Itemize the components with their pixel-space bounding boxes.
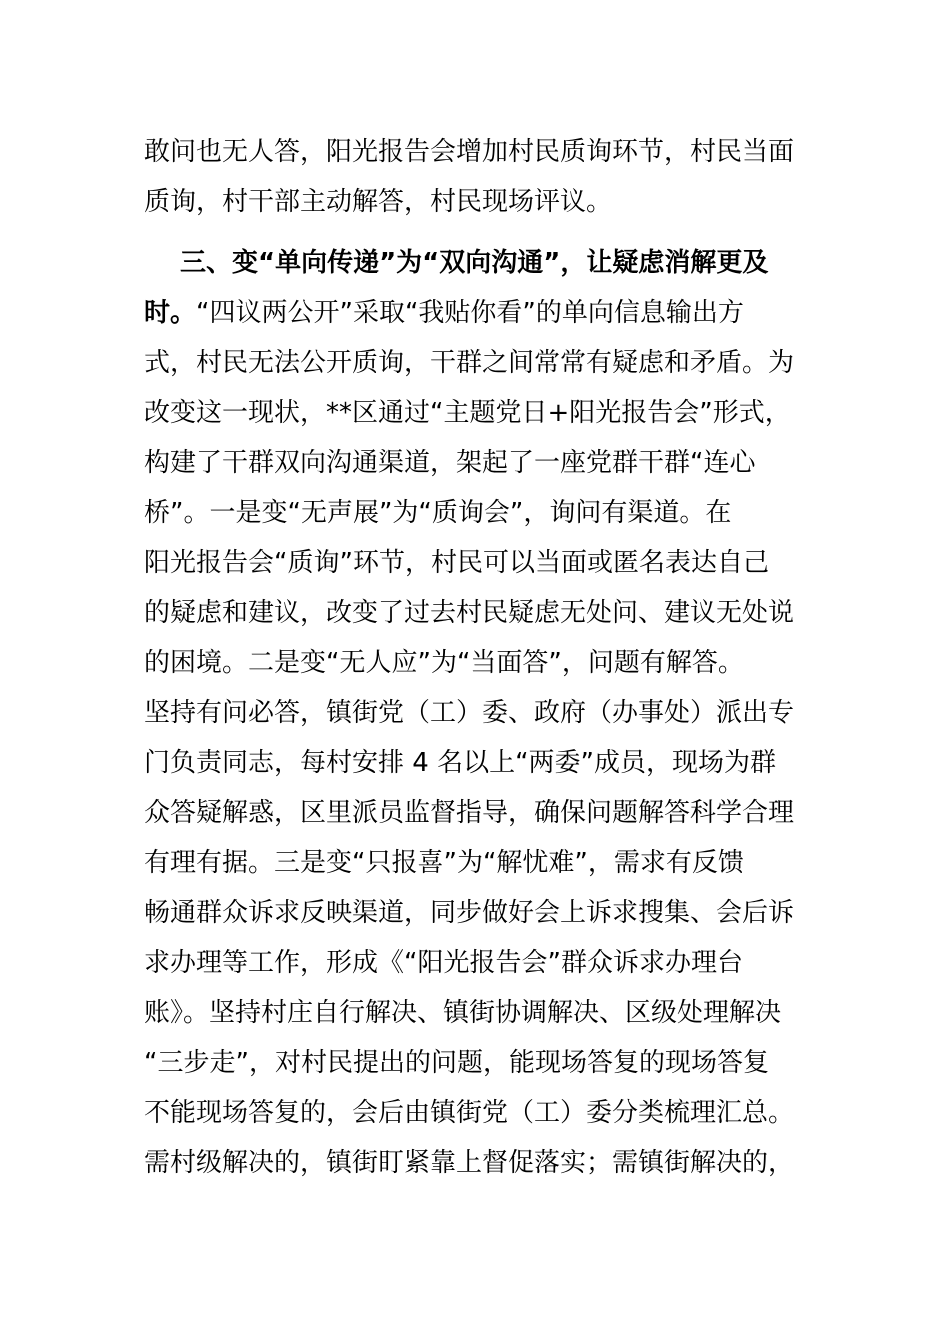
paragraph-2-line-8: 的疑虑和建议，改变了过去村民疑虑无处问、建议无处说 [144, 598, 795, 628]
paragraph-2-line-18: 不能现场答复的，会后由镇街党（工）委分类梳理汇总。 [144, 1098, 795, 1128]
section-heading: 三、变“单向传递”为“双向沟通”，让疑虑消解更及 [180, 248, 769, 278]
paragraph-2-line-7: 阳光报告会“质询”环节，村民可以当面或匿名表达自己 [144, 548, 769, 578]
paragraph-1-line-2: 质询，村干部主动解答，村民现场评议。 [144, 187, 613, 217]
paragraph-2-line-12: 众答疑解惑，区里派员监督指导，确保问题解答科学合理 [144, 798, 795, 828]
paragraph-2-line-6: 桥”。一是变“无声展”为“质询会”，询问有渠道。在 [144, 498, 732, 528]
paragraph-2-line-3: 式，村民无法公开质询，干群之间常常有疑虑和矛盾。为 [144, 348, 795, 378]
paragraph-1-line-1: 敢问也无人答，阳光报告会增加村民质询环节，村民当面 [144, 137, 795, 167]
paragraph-2-line-9: 的困境。二是变“无人应”为“当面答”，问题有解答。 [144, 648, 744, 678]
paragraph-2-line-14: 畅通群众诉求反映渠道，同步做好会上诉求搜集、会后诉 [144, 898, 795, 928]
section-heading-end: 时。 [144, 298, 197, 328]
paragraph-2-line-11: 门负责同志，每村安排 4 名以上“两委”成员，现场为群 [144, 748, 777, 778]
paragraph-2-line-10: 坚持有问必答，镇街党（工）委、政府（办事处）派出专 [144, 698, 795, 728]
paragraph-2-line-4: 改变这一现状，**区通过“主题党日+阳光报告会”形式， [144, 398, 791, 428]
paragraph-2-line-5: 构建了干群双向沟通渠道，架起了一座党群干群“连心 [144, 448, 756, 478]
paragraph-2-line-17: “三步走”，对村民提出的问题，能现场答复的现场答复 [144, 1048, 769, 1078]
paragraph-2-line-13: 有理有据。三是变“只报喜”为“解忧难”，需求有反馈 [144, 848, 744, 878]
paragraph-2-line-2-text: “四议两公开”采取“我贴你看”的单向信息输出方 [196, 298, 744, 328]
paragraph-2-line-2 [144, 288, 810, 338]
paragraph-2-line-15: 求办理等工作，形成《“阳光报告会”群众诉求办理台 [144, 948, 743, 978]
paragraph-2-line-16: 账》。坚持村庄自行解决、镇街协调解决、区级处理解决 [144, 998, 782, 1028]
paragraph-2-line-19: 需村级解决的，镇街盯紧靠上督促落实；需镇街解决的， [144, 1148, 795, 1178]
